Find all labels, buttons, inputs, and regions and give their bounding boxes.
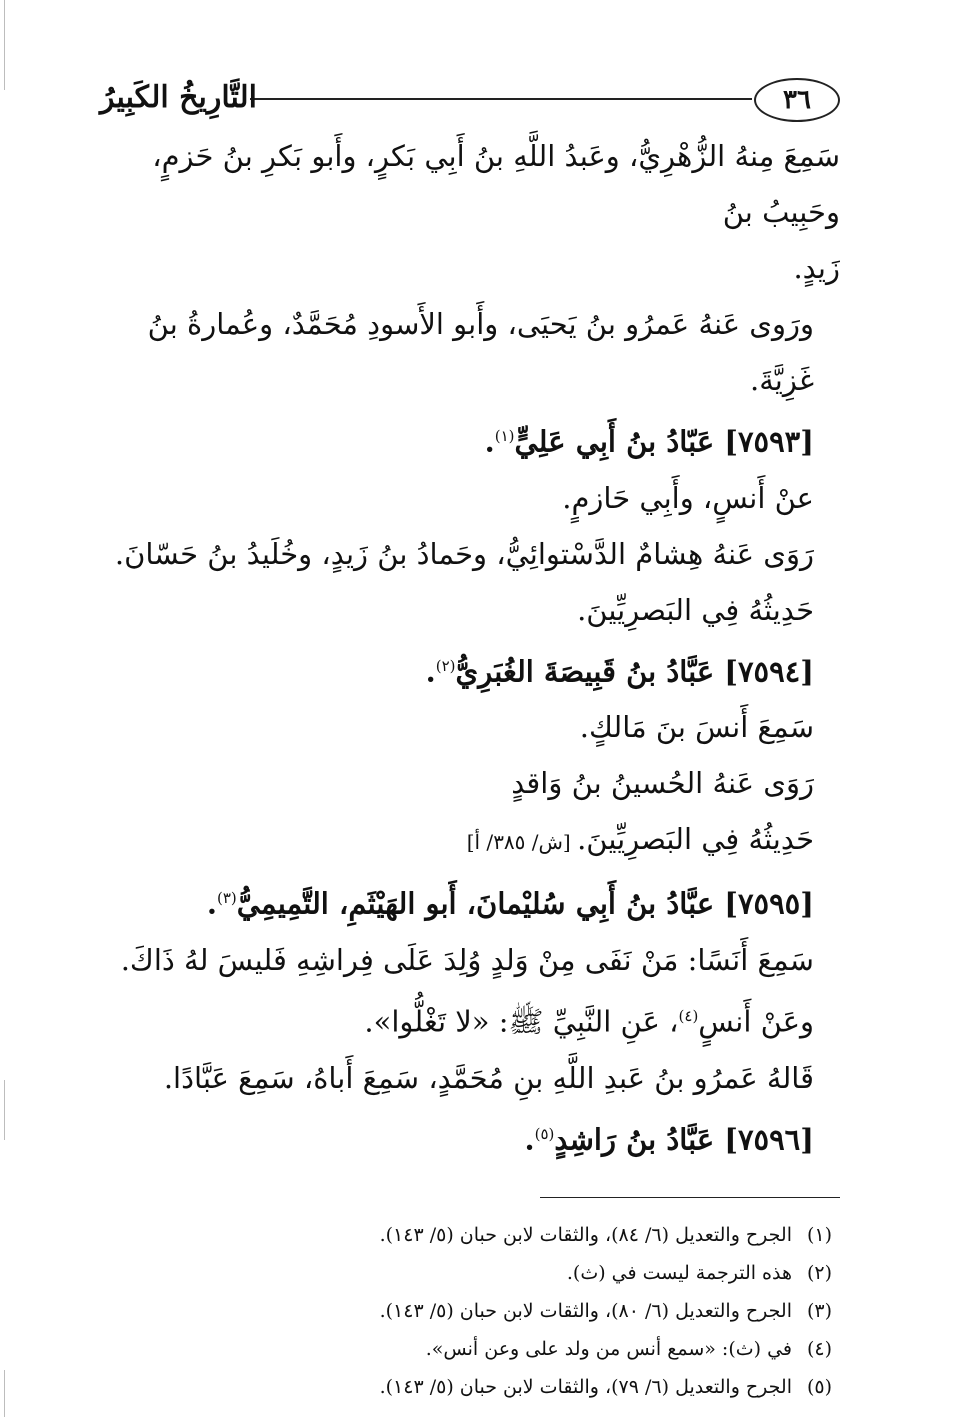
body-paragraph (100, 932, 840, 988)
paragraph-tail: . (206, 886, 217, 921)
body-paragraph (100, 699, 840, 755)
paragraph-text: سَمِعَ مِنهُ الزُّهْرِيُّ، وعَبدُ اللَّهِ بنُ أَبِي بَكرٍ، وأَبو بَكرِ بنُ حَزمٍ، وحَبِيبُ بنُ (152, 139, 840, 229)
entry-heading (100, 870, 840, 932)
footnote-text: الجرح والتعديل (٦/ ٨٤)، والثقات لابن حبان (٥/ ١٤٣). (379, 1224, 792, 1247)
paragraph-tail: ، عَنِ النَّبِيِّ ﷺ: «لا تَغْلُّوا». (364, 1004, 679, 1039)
footnote-number: (٥) (806, 1376, 832, 1399)
paragraph-text: سَمِعَ أَنَسًا: مَنْ نَفَى مِنْ وَلدٍ وُلِدَ عَلَى فِراشِهِ فَليسَ لهُ ذَاكَ. (120, 942, 814, 977)
scan-edge-top (4, 0, 5, 90)
footnote (100, 1254, 832, 1292)
entry-heading (100, 638, 840, 700)
body-paragraph (100, 526, 840, 582)
footnote (100, 1292, 832, 1330)
paragraph-text: قَالهُ عَمرُو بنُ عَبدِ اللَّهِ بنِ مُحَمَّدٍ، سَمِعَ أَباهُ، سَمِعَ عَبَّادًا. (163, 1060, 814, 1095)
paragraph-text: رَوَى عَنهُ الحُسينُ بنُ وَاقدٍ (511, 766, 814, 801)
footnote-separator (540, 1197, 840, 1198)
entry-heading (100, 408, 840, 470)
footnote-marker: (٢) (435, 656, 456, 675)
body-paragraph (100, 582, 840, 638)
footnote-number: (٣) (806, 1300, 832, 1323)
manuscript-reference: [ش/ ٣٨٥/ أ] (466, 830, 578, 855)
paragraph-tail: . (484, 424, 495, 459)
scan-edge-mid (4, 1080, 5, 1140)
footnotes (100, 1216, 840, 1406)
body-paragraph (100, 296, 840, 408)
page-header (100, 68, 840, 128)
book-title: التَّارِيخُ الكَبِيرُ (100, 80, 258, 115)
book-page (100, 68, 840, 1399)
body-paragraph (100, 755, 840, 811)
body-paragraph (100, 1050, 840, 1106)
body-text (100, 128, 840, 1167)
paragraph-text: [٧٥٩٣] عَبّادُ بنُ أَبِي عَلِيٍّ (514, 424, 814, 459)
footnote (100, 1216, 832, 1254)
footnote-marker: (٥) (534, 1124, 555, 1143)
paragraph-text: ورَوى عَنهُ عَمرُو بنُ يَحيَى، وأَبو الأَسودِ مُحَمَّدٌ، وعُمارةُ بنُ غَزِيَّةَ. (147, 307, 814, 397)
paragraph-tail: . (425, 654, 436, 689)
body-paragraph (100, 811, 840, 870)
paragraph-text: [٧٥٩٤] عَبَّادُ بنُ قَبِيصَةَ الغُبَرِيُّ (455, 654, 814, 689)
footnote-text: الجرح والتعديل (٦/ ٨٠)، والثقات لابن حبان (٥/ ١٤٣). (379, 1300, 792, 1323)
paragraph-text: [٧٥٩٥] عبَّادُ بنُ أَبِي سُليْمانَ، أَبو الهَيْثَمِ، التَّمِيمِيُّ (236, 886, 814, 921)
header-rule (250, 98, 752, 100)
paragraph-text: وعَنْ أَنسٍ (698, 1004, 814, 1039)
footnote-number: (١) (806, 1224, 832, 1247)
scan-edge-bottom (4, 1370, 5, 1417)
body-paragraph (100, 470, 840, 526)
page-number: ٣٦ (754, 78, 840, 122)
footnote-text: هذه الترجمة ليست في (ث). (566, 1262, 792, 1285)
footnote-marker: (١) (494, 427, 515, 445)
paragraph-text: سَمِعَ أَنسَ بنَ مَالكٍ. (579, 710, 814, 745)
paragraph-text: عنْ أَنسٍ، وأَبِي حَازمٍ. (562, 480, 814, 515)
body-paragraph (100, 128, 840, 240)
paragraph-text: حَدِيثُهُ فِي البَصرِيِّينَ. (577, 592, 814, 627)
paragraph-text: رَوَى عَنهُ هِشامٌ الدَّسْتوائِيُّ، وحَمادُ بنُ زَيدٍ، وخُلَيدُ بنُ حَسّانَ. (114, 536, 814, 571)
paragraph-text: حَدِيثُهُ فِي البَصرِيِّينَ. (577, 822, 814, 857)
footnote-marker: (٣) (216, 889, 237, 908)
footnote-text: في (ث): «سمع أنس من ولد على وعن أنس». (425, 1338, 792, 1361)
footnote (100, 1368, 832, 1406)
footnote-number: (٢) (806, 1262, 832, 1285)
footnote-marker: (٤) (678, 1006, 699, 1025)
body-paragraph (100, 988, 840, 1050)
footnote-text: الجرح والتعديل (٦/ ٧٩)، والثقات لابن حبان (٥/ ١٤٣). (379, 1376, 792, 1399)
entry-heading (100, 1106, 840, 1168)
footnote (100, 1330, 832, 1368)
body-paragraph (100, 240, 840, 296)
paragraph-text: [٧٥٩٦] عَبَّادُ بنُ رَاشِدٍ (554, 1122, 814, 1157)
paragraph-tail: . (524, 1122, 535, 1157)
footnote-number: (٤) (806, 1338, 832, 1361)
paragraph-text: زَيدٍ. (793, 251, 840, 285)
